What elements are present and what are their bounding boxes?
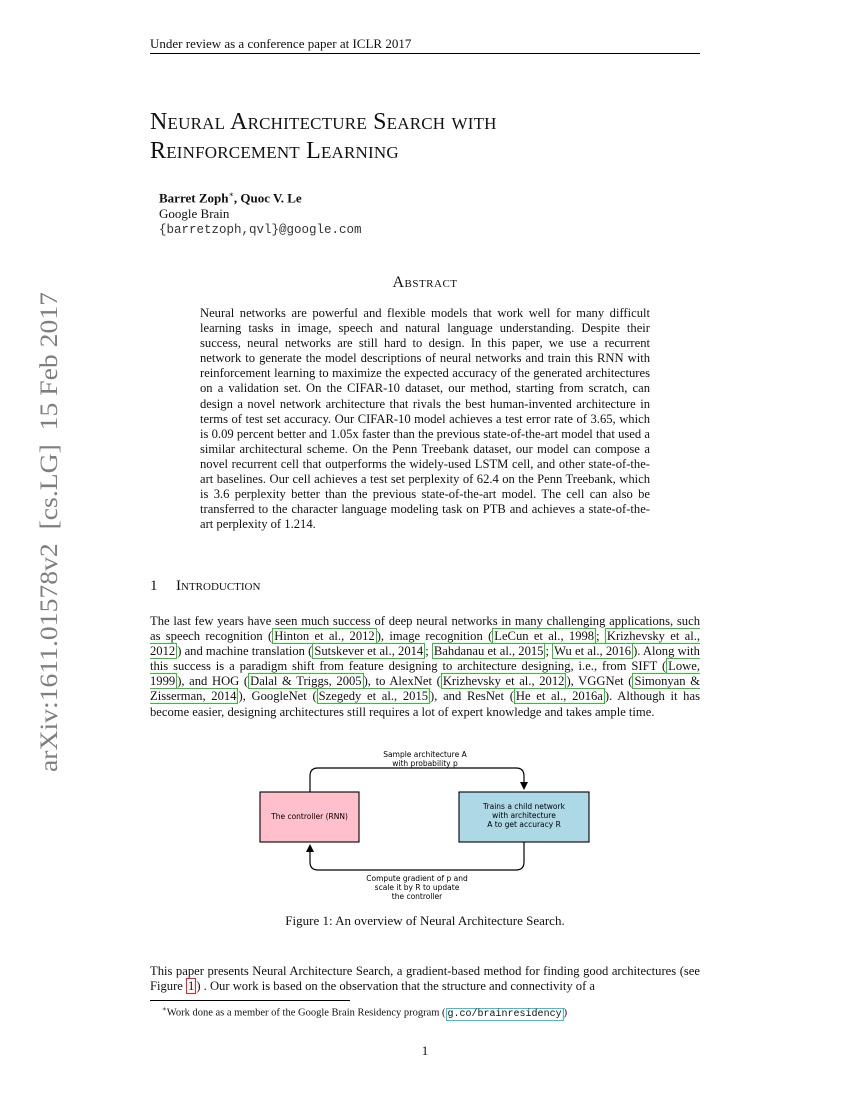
introduction-paragraph: The last few years have seen much success of deep neural networks in many challenging applications, such as speech recognition ( Hinton et al., 2012 ), image recognition ( LeCun et al., 1998 ; Krizhevsky et al., 2012 ) and machine translation ( Sutskever et al., 2014 ; Bahdanau et al., 2015 ; Wu et al., 2016 ). Along with this success is a paradigm shift from feature designing to architecture designing, i.e., from SIFT ( Lowe, 1999 ), and HOG ( Dalal & Triggs, 2005 ), to AlexNet ( Krizhevsky et al., 2012 ), VGGNet ( Simonyan & Zisserman, 2014 ), GoogleNet ( Szegedy et al., 2015 ), and ResNet ( He et al., 2016a ). Although it has become easier, designing architectures still requires a lot of expert knowledge and takes ample time.	[150, 614, 701, 719]
footnote-rule	[150, 1000, 350, 1001]
figure-reference-link[interactable]: 1	[188, 979, 195, 994]
author-2: Quoc V. Le	[240, 190, 302, 206]
figure-1-caption: Figure 1: An overview of Neural Architecture Search.	[285, 913, 565, 928]
footnote: ∗Work done as a member of the Google Brain Residency program ( g.co/brainresidency )	[162, 1005, 568, 1020]
child-label-line-2: with architecture	[492, 811, 556, 820]
citation-link[interactable]: Bahdanau et al., 2015	[433, 644, 544, 659]
residency-url-link[interactable]: g.co/brainresidency	[447, 1008, 562, 1020]
author-1-footnote-mark: ∗	[228, 190, 234, 199]
citation-link[interactable]: Hinton et al., 2012	[274, 629, 375, 644]
top-label-line-1: Sample architecture A	[383, 750, 467, 759]
citation-link[interactable]: LeCun et al., 1998	[494, 629, 595, 644]
child-label-line-3: A to get accuracy R	[487, 820, 561, 829]
abstract-text: Neural networks are powerful and flexible models that work well for many difficult learning tasks in image, speech and natural language understanding. Despite their success, neural networks are still hard to design. In this paper, we use a recurrent network to generate the model descriptions of neural networks and train this RNN with reinforcement learning to maximize the expected accuracy of the generated architectures on a validation set. On the CIFAR-10 dataset, our method, starting from scratch, can design a novel network architecture that rivals the best human-invented architecture in terms of test set accuracy. Our CIFAR-10 model achieves a test error rate of 3.65, which is 0.09 percent better and 1.05x faster than the previous state-of-the-art model that used a similar architectural scheme. On the Penn Treebank dataset, our model can compose a novel recurrent cell that outperforms the widely-used LSTM cell, and other state-of-the-art baselines. Our cell achieves a test set perplexity of 62.4 on the Penn Treebank, which is 3.6 perplexity better than the previous state-of-the-art model. The cell can also be transferred to the character language modeling task on PTB and achieves a state-of-the-art perplexity of 1.214.	[200, 306, 650, 532]
author-1: Barret Zoph	[159, 190, 229, 206]
footnote-text: Work done as a member of the Google Brain Residency program (	[166, 1007, 446, 1019]
body-paragraph: This paper presents Neural Architecture Search, a gradient-based method for finding good architectures (see Figure 1 ) . Our work is based on the observation that the structure and connectivity of a	[150, 964, 700, 994]
footnote-mark: ∗	[162, 1005, 167, 1013]
update-arrow	[310, 842, 524, 870]
child-label-line-1: Trains a child network	[483, 802, 565, 811]
top-label-line-2: with probability p	[392, 759, 458, 768]
header-rule	[150, 53, 700, 54]
author-email: {barretzoph,qvl}@google.com	[159, 223, 362, 238]
author-block	[159, 187, 362, 238]
figure-1-diagram	[250, 748, 600, 906]
section-heading	[150, 578, 260, 595]
citation-link[interactable]: Simonyan & Zisserman, 2014	[150, 674, 700, 704]
abstract-heading: Abstract	[392, 274, 458, 291]
author-names: Barret Zoph∗, Quoc V. Le	[159, 190, 302, 206]
title-line-2: Reinforcement Learning	[150, 138, 399, 164]
citation-link[interactable]: Lowe, 1999	[150, 659, 700, 689]
citation-link[interactable]: Krizhevsky et al., 2012	[150, 629, 701, 659]
citation-link[interactable]: Wu et al., 2016	[554, 644, 632, 659]
citation-link[interactable]: Sutskever et al., 2014	[314, 644, 424, 659]
affiliation: Google Brain	[159, 206, 230, 222]
citation-link[interactable]: Dalal & Triggs, 2005	[250, 674, 362, 689]
section-title: Introduction	[176, 578, 261, 594]
citation-link[interactable]: Szegedy et al., 2015	[318, 689, 429, 704]
bottom-label-line-3: the controller	[391, 892, 443, 901]
page-number: 1	[421, 1043, 429, 1058]
paper-title	[150, 108, 710, 166]
bottom-label-line-2: scale it by R to update	[374, 883, 460, 892]
controller-label: The controller (RNN)	[271, 812, 348, 821]
arxiv-identifier-text: arXiv:1611.01578v2 [cs.LG] 15 Feb 2017	[34, 329, 63, 772]
bottom-label-line-1: Compute gradient of p and	[366, 874, 468, 883]
sample-arrow	[310, 768, 524, 792]
title-line-1: Neural Architecture Search with	[150, 109, 497, 135]
conference-header: Under review as a conference paper at ICLR 2017	[150, 36, 412, 51]
arxiv-side-identifier	[36, 292, 62, 772]
section-number: 1	[150, 578, 158, 594]
citation-link[interactable]: Krizhevsky et al., 2012	[442, 674, 565, 689]
citation-link[interactable]: He et al., 2016a	[515, 689, 603, 704]
